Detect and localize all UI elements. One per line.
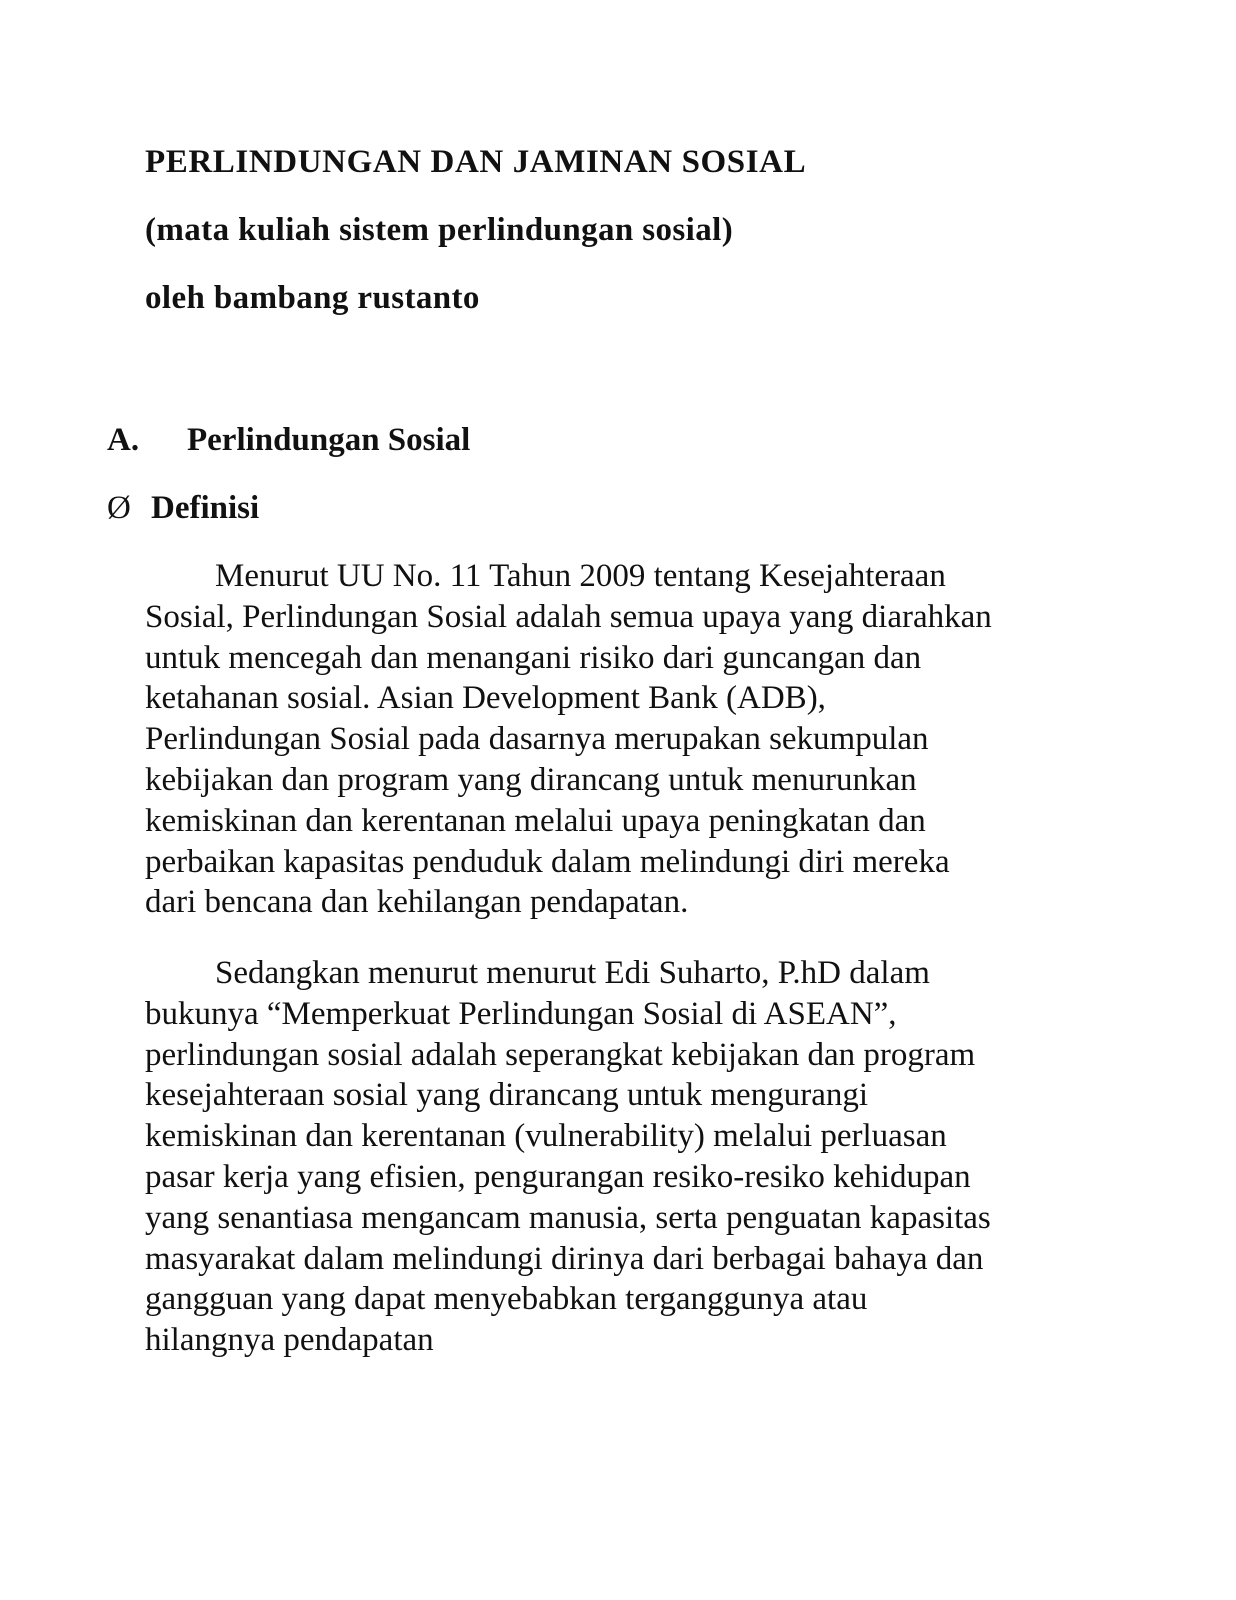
document-subtitle: (mata kuliah sistem perlindungan sosial) <box>145 212 734 248</box>
title-block <box>145 142 1105 318</box>
section-title: Perlindungan Sosial <box>187 422 471 458</box>
paragraph-line: bukunya “Memperkuat Perlindungan Sosial di ASEAN”, <box>145 995 897 1032</box>
paragraph-line: Menurut UU No. 11 Tahun 2009 tentang Kesejahteraan <box>215 558 946 594</box>
paragraph-line: kemiskinan dan kerentanan melalui upaya peningkatan dan <box>145 802 926 839</box>
subsection-title: Definisi <box>151 490 260 526</box>
section-letter: A. <box>107 422 140 458</box>
paragraph-line: ketahanan sosial. Asian Development Bank (ADB), <box>145 680 826 717</box>
paragraph-line: yang senantiasa mengancam manusia, serta penguatan kapasitas <box>145 1199 991 1236</box>
paragraph-line: kebijakan dan program yang dirancang untuk menurunkan <box>145 761 917 798</box>
section-heading <box>107 420 470 460</box>
author-line: oleh bambang rustanto <box>145 280 480 316</box>
paragraph-line: Sedangkan menurut menurut Edi Suharto, P.hD dalam <box>215 955 930 991</box>
paragraph-line: perbaikan kapasitas penduduk dalam melindungi diri mereka <box>145 843 950 880</box>
paragraph-line: dari bencana dan kehilangan pendapatan. <box>145 884 689 921</box>
paragraph-line: kesejahteraan sosial yang dirancang untuk mengurangi <box>145 1077 869 1114</box>
paragraph-definition-2 <box>145 953 1105 1361</box>
paragraph-line: masyarakat dalam melindungi dirinya dari berbagai bahaya dan <box>145 1240 984 1277</box>
paragraph-line: Sosial, Perlindungan Sosial adalah semua upaya yang diarahkan <box>145 598 992 635</box>
paragraph-line: gangguan yang dapat menyebabkan terganggunya atau <box>145 1281 868 1318</box>
paragraph-line: Perlindungan Sosial pada dasarnya merupakan sekumpulan <box>145 721 929 758</box>
paragraph-line: untuk mencegah dan menangani risiko dari guncangan dan <box>145 639 922 676</box>
paragraph-line: kemiskinan dan kerentanan (vulnerability) melalui perluasan <box>145 1118 947 1155</box>
paragraph-definition-1 <box>145 556 1105 923</box>
paragraph-line: perlindungan sosial adalah seperangkat kebijakan dan program <box>145 1036 976 1073</box>
paragraph-line: pasar kerja yang efisien, pengurangan resiko-resiko kehidupan <box>145 1158 971 1195</box>
document-title: PERLINDUNGAN DAN JAMINAN SOSIAL <box>145 144 807 180</box>
bullet-icon: Ø <box>107 490 131 526</box>
paragraph-line: hilangnya pendapatan <box>145 1322 434 1359</box>
subsection-heading <box>107 488 259 528</box>
